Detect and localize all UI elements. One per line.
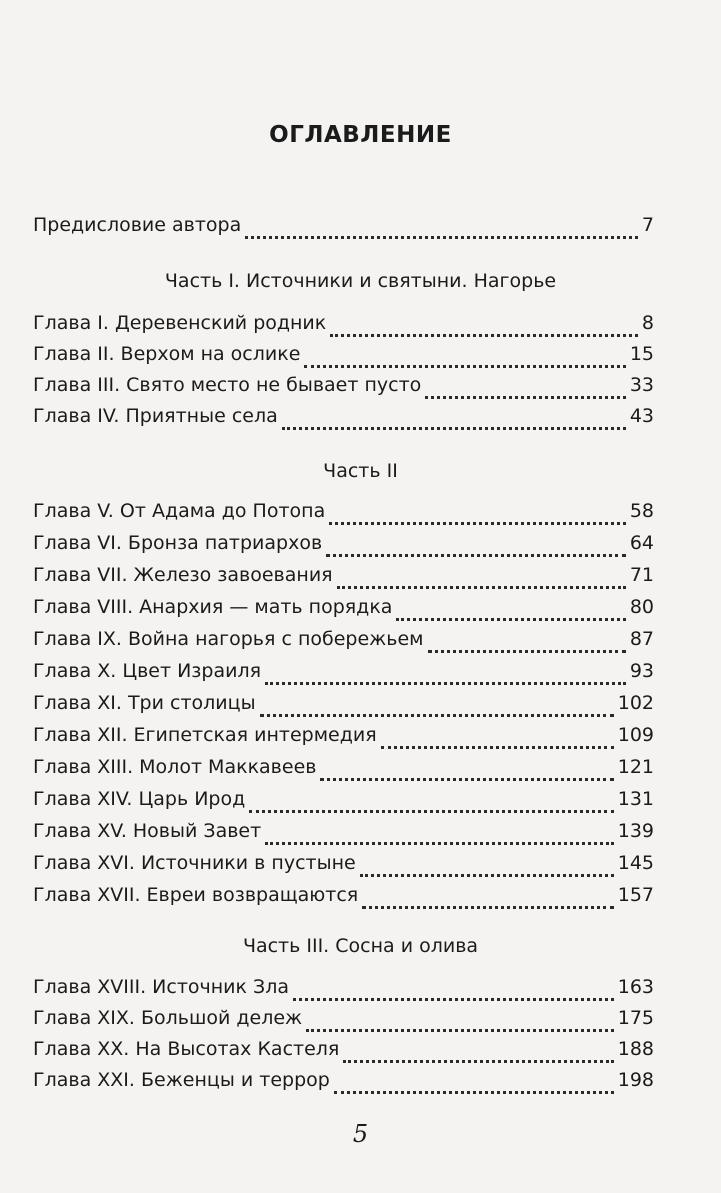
toc-entry-label: Глава XVI. Источники в пустыне [33,852,356,874]
toc-entry [33,500,654,530]
toc-entry-label: Предисловие автора [33,214,242,236]
leader-dots [330,334,638,337]
toc-entry [33,532,654,562]
leader-dots [396,618,625,621]
toc-entry [33,1038,654,1068]
toc-entry-page: 58 [629,500,654,522]
toc-entry [33,343,654,373]
toc-entry [33,564,654,594]
toc-entry-page: 80 [629,596,654,618]
page-title: ОГЛАВЛЕНИЕ [269,122,452,148]
leader-dots [343,1060,613,1063]
toc-entry-page: 43 [629,405,654,427]
leader-dots [362,906,614,909]
leader-dots [249,810,614,813]
toc-entry [33,1069,654,1099]
toc-entry-label: Глава IX. Война нагорья с побережьем [33,628,424,650]
toc-entry [33,852,654,882]
toc-entry-label: Глава VIII. Анархия — мать порядка [33,596,393,618]
toc-entry [33,660,654,690]
toc-entry [33,820,654,850]
toc-entry-label: Глава II. Верхом на ослике [33,343,301,365]
toc-entry-page: 163 [617,976,654,998]
toc-entry [33,405,654,435]
toc-entry-page: 131 [617,788,654,810]
toc-entry-page: 198 [617,1069,654,1091]
leader-dots [329,522,626,525]
toc-entry-label: Глава XVII. Евреи возвращаются [33,884,359,906]
leader-dots [334,1091,614,1094]
leader-dots [360,874,614,877]
toc-entry-label: Глава XV. Новый Завет [33,820,262,842]
toc-entry-page: 93 [629,660,654,682]
toc-entry-page: 102 [617,692,654,714]
toc-entry-label: Глава IV. Приятные села [33,405,278,427]
leader-dots [260,714,614,717]
leader-dots [320,778,613,781]
toc-entry-label: Глава XIX. Большой дележ [33,1007,303,1029]
toc-entry-page: 175 [617,1007,654,1029]
toc-entry-page: 109 [617,724,654,746]
toc-entry-label: Глава XXI. Беженцы и террор [33,1069,330,1091]
part-heading: Часть I. Источники и святыни. Нагорье [164,270,557,292]
toc-entry-page: 121 [617,756,654,778]
toc-entry-page: 157 [617,884,654,906]
leader-dots [293,998,614,1001]
toc-entry-label: Глава I. Деревенский родник [33,312,327,334]
leader-dots [245,236,638,239]
leader-dots [306,1029,614,1032]
leader-dots [425,396,626,399]
toc-entry-label: Глава XVIII. Источник Зла [33,976,289,998]
leader-dots [326,554,626,557]
toc-entry-page: 15 [629,343,654,365]
toc-entry [33,692,654,722]
toc-entry-page: 139 [617,820,654,842]
toc-entry-label: Глава VII. Железо завоевания [33,564,333,586]
leader-dots [282,427,626,430]
toc-entry-page: 8 [641,312,654,334]
toc-entry [33,312,654,342]
page-number: 5 [352,1120,369,1148]
leader-dots [265,842,614,845]
toc-entry-preface [33,214,654,244]
toc-entry-label: Глава III. Свято место не бывает пусто [33,374,422,396]
leader-dots [337,586,626,589]
toc-entry-page: 87 [629,628,654,650]
leader-dots [428,650,626,653]
toc-entry [33,1007,654,1037]
toc-entry [33,596,654,626]
toc-entry-label: Глава XIV. Царь Ирод [33,788,246,810]
toc-entry-page: 64 [629,532,654,554]
toc-entry-label: Глава XIII. Молот Маккавеев [33,756,317,778]
toc-entry [33,724,654,754]
part-heading: Часть III. Сосна и олива [242,935,479,957]
toc-entry-page: 71 [629,564,654,586]
toc-entry-label: Глава XX. На Высотах Кастеля [33,1038,340,1060]
toc-entry [33,884,654,914]
toc-entry [33,756,654,786]
toc-entry-label: Глава VI. Бронза патриархов [33,532,323,554]
toc-entry-page: 188 [617,1038,654,1060]
toc-entry-label: Глава X. Цвет Израиля [33,660,262,682]
toc-entry [33,374,654,404]
toc-entry-page: 7 [641,214,654,236]
toc-entry [33,628,654,658]
toc-entry-label: Глава XII. Египетская интермедия [33,724,377,746]
toc-entry-page: 145 [617,852,654,874]
toc-entry [33,976,654,1006]
part-heading: Часть II [323,460,398,482]
leader-dots [304,365,625,368]
toc-entry-label: Глава XI. Три столицы [33,692,256,714]
leader-dots [265,682,626,685]
leader-dots [381,746,614,749]
toc-entry-label: Глава V. От Адама до Потопа [33,500,326,522]
toc-entry [33,788,654,818]
toc-entry-page: 33 [629,374,654,396]
